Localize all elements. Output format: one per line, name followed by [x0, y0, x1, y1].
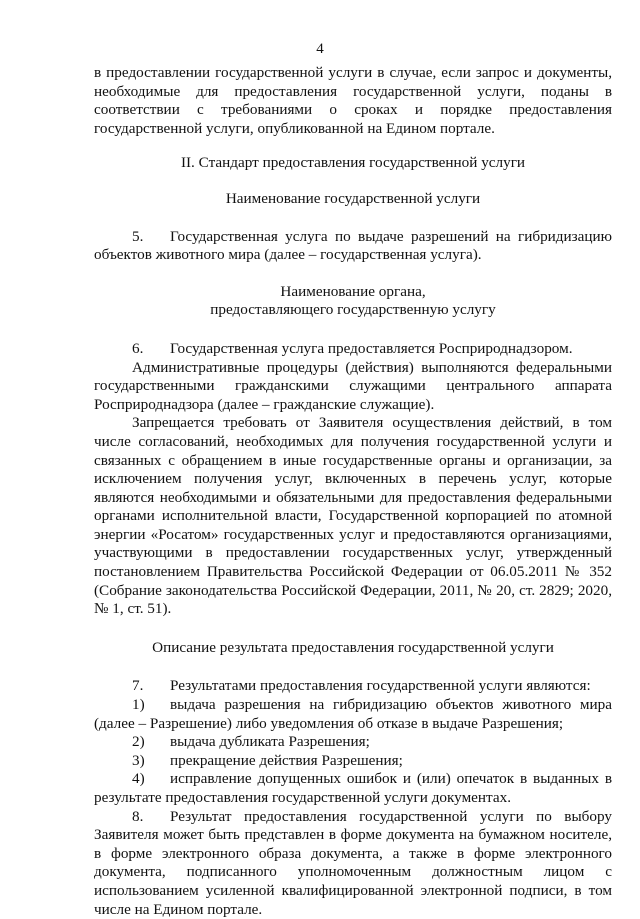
paragraph-text: Государственная услуга предоставляется Росприроднадзором. [170, 339, 573, 357]
list-item-4 [94, 770, 612, 807]
page-number: 4 [316, 41, 324, 57]
paragraph-8 [94, 808, 612, 919]
list-item-number: 1) [132, 696, 145, 714]
organ-heading-line-1: Наименование органа, [280, 282, 426, 300]
paragraph-text: Результат предоставления государственной услуги по выбору Заявителя может быть представлен в форме документа на бумажном носителе, в форме электронного образа документа, а также в форме электронного документа, подписанного уполномоченным должностным лицом с использованием усиленной квалифицированной электронной подписи, в том числе на Едином портале. [94, 807, 612, 918]
paragraph-number: 7. [132, 677, 144, 695]
paragraph-6-prohibition: Запрещается требовать от Заявителя осуществления действий, в том числе согласований, необходимых для получения государственной услуги и связанных с обращением в иные государственные органы и организации, за исключением получения услуг, включенных в перечень услуг, которые являются необходимыми и обязательными для предоставления федеральными органами исполнительной власти, Государственной корпорацией по атомной энергии «Росатом» государственных услуг и предоставляются организациями, участвующими в предоставлении государственных услуг, утвержденный постановлением Правительства Российской Федерации от 06.05.2011 № 352 (Собрание законодательства Российской Федерации, 2011, № 20, ст. 2829; 2020, № 1, ст. 51). [94, 414, 612, 618]
paragraph-6 [94, 340, 612, 359]
paragraph-6-admin: Административные процедуры (действия) выполняются федеральными государственными гражданскими служащими центрального аппарата Росприроднадзора (далее – гражданские служащие). [94, 358, 612, 413]
section-title: II. Стандарт предоставления государственной услуги [180, 154, 526, 172]
list-item-number: 4) [132, 770, 145, 788]
list-item-text: прекращение действия Разрешения; [170, 751, 403, 769]
organ-heading-line-2: предоставляющего государственную услугу [210, 301, 496, 319]
paragraph-7 [94, 677, 612, 696]
paragraph-number: 5. [132, 227, 144, 245]
list-item-3 [94, 752, 612, 771]
list-item-2 [94, 733, 612, 752]
paragraph-5 [94, 228, 612, 265]
paragraph-text: Результатами предоставления государственной услуги являются: [170, 677, 591, 695]
list-item-text: исправление допущенных ошибок и (или) опечаток в выданных в результате предоставления государственной услуги документах. [94, 770, 612, 806]
document-body [94, 64, 612, 919]
service-name-heading: Наименование государственной услуги [225, 189, 481, 207]
list-item-text: выдача дубликата Разрешения; [170, 733, 370, 751]
list-item-number: 3) [132, 751, 145, 769]
list-item-text: выдача разрешения на гибридизацию объектов животного мира (далее – Разрешение) либо уведомления об отказе в выдаче Разрешения; [94, 696, 612, 732]
paragraph-number: 6. [132, 339, 144, 357]
result-heading: Описание результата предоставления государственной услуги [152, 638, 554, 656]
list-item-number: 2) [132, 733, 145, 751]
paragraph-text: Государственная услуга по выдаче разрешений на гибридизацию объектов животного мира (далее – государственная услуга). [94, 227, 612, 264]
list-item-1 [94, 696, 612, 733]
intro-paragraph: в предоставлении государственной услуги в случае, если запрос и документы, необходимые для предоставления государственной услуги, поданы в соответствии с требованиями о сроках и порядке предоставления государственной услуги, опубликованной на Едином портале. [94, 64, 612, 137]
paragraph-number: 8. [132, 807, 144, 825]
